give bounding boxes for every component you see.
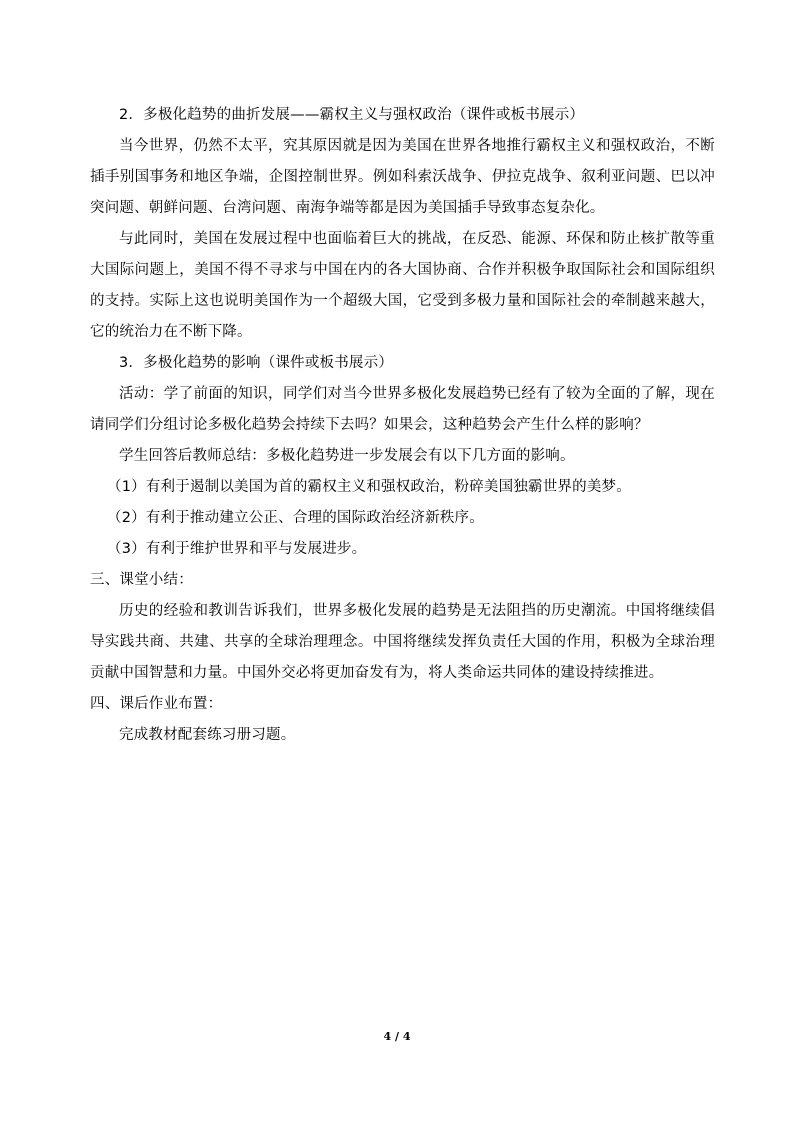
paragraph-class-summary: 历史的经验和教训告诉我们，世界多极化发展的趋势是无法阻挡的历史潮流。中国将继续倡导实践共商、共建、共享的全球治理理念。中国将继续发挥负责任大国的作用，积极为全球治理贡献中国智慧和力量。中国外交必将更加奋发有为，将人类命运共同体的建设持续推进。 (90, 603, 715, 681)
homework-heading: 四、课后作业布置： (90, 696, 223, 712)
paragraph-teacher-summary: 学生回答后教师总结：多极化趋势进一步发展会有以下几方面的影响。 (119, 448, 575, 464)
list-item-1: （1）有利于遏制以美国为首的霸权主义和强权政治，粉碎美国独霸世界的美梦。 (107, 479, 631, 495)
paragraph-hegemony: 当今世界，仍然不太平，究其原因就是因为美国在世界各地推行霸权主义和强权政治，不断插手别国事务和地区争端，企图控制世界。例如科索沃战争、伊拉克战争、叙利亚问题、巴以冲突问题、朝鲜问题、台湾问题、南海争端等都是因为美国插手导致事态复杂化。 (90, 138, 715, 216)
list-item-2: （2）有利于推动建立公正、合理的国际政治经济新秩序。 (107, 510, 484, 526)
class-summary-heading: 三、课堂小结： (90, 572, 193, 588)
paragraph-homework: 完成教材配套练习册习题。 (119, 727, 296, 743)
page-number: 4 / 4 (383, 1030, 411, 1043)
list-item-3: （3）有利于维护世界和平与发展进步。 (107, 541, 367, 557)
section-2-heading: 2．多极化趋势的曲折发展——霸权主义与强权政治（课件或板书展示） (119, 107, 585, 123)
section-3-heading: 3．多极化趋势的影响（课件或板书展示） (119, 355, 394, 371)
document-body (90, 100, 715, 751)
paragraph-challenges: 与此同时，美国在发展过程中也面临着巨大的挑战，在反恐、能源、环保和防止核扩散等重大国际问题上，美国不得不寻求与中国在内的各大国协商、合作并积极争取国际社会和国际组织的支持。实际上这也说明美国作为一个超级大国，它受到多极力量和国际社会的牵制越来越大，它的统治力在不断下降。 (90, 231, 715, 340)
paragraph-activity: 活动：学了前面的知识，同学们对当今世界多极化发展趋势已经有了较为全面的了解，现在请同学们分组讨论多极化趋势会持续下去吗？如果会，这种趋势会产生什么样的影响？ (90, 386, 715, 433)
